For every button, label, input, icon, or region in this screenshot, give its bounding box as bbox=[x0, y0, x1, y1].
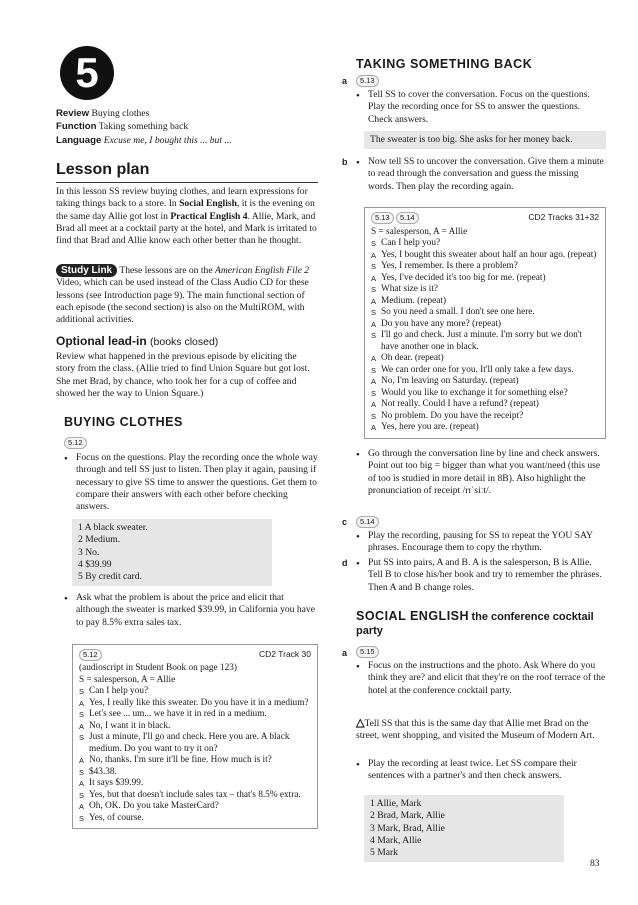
script-line bbox=[79, 767, 311, 779]
track-badge: 5.14 bbox=[396, 212, 419, 224]
script-line bbox=[371, 388, 599, 400]
line-text: Yes, I really like this sweater. Do you have it in a medium? bbox=[89, 697, 309, 708]
intro-text-d: . Allie, Mark, and Brad all meet at a cocktail party at the hotel, and Mark is irritated to find that Brad and Allie know each other better than he thought. bbox=[56, 210, 317, 247]
speaker-label: S bbox=[371, 411, 377, 421]
line-text: Not really. Could I have a refund? (repeat) bbox=[381, 399, 539, 410]
script-line bbox=[371, 296, 599, 308]
unit-title-line2: AT A DEPARTMENT STORE bbox=[138, 74, 301, 86]
script-line bbox=[371, 422, 599, 434]
lesson-meta bbox=[56, 108, 318, 148]
study-text-italic: American English File 2 bbox=[215, 265, 310, 276]
script-line bbox=[79, 755, 311, 767]
line-text: No, thanks. I'm sure it'll be fine. How much is it? bbox=[89, 755, 272, 766]
intro-bold-practical: Practical English 4 bbox=[170, 210, 248, 222]
script-line bbox=[371, 399, 599, 411]
track-badge: 5.15 bbox=[356, 646, 379, 658]
optional-text: Review what happened in the previous episode by eliciting the story from the class. (Allie tried to find Union Square but got lost. She met Brad, by chance, who took her for a cup of coffee and showed her the way to Union Square.) bbox=[56, 351, 310, 399]
speaker-label: S bbox=[371, 262, 377, 272]
line-text: So you need a small. I don't see one here. bbox=[381, 307, 535, 318]
script-line bbox=[79, 790, 311, 802]
track-badge: 5.13 bbox=[356, 75, 379, 87]
unit-title-line1: PRACTICAL ENGLISH bbox=[138, 55, 285, 70]
speaker-label: A bbox=[371, 377, 377, 387]
speaker-label: S bbox=[79, 813, 85, 823]
script-line bbox=[371, 273, 599, 285]
bullet-text: Now tell SS to uncover the conversation. Give them a minute to read through the conversation and guess the missing words. Then play the recording again. bbox=[368, 156, 604, 192]
speaker-label: S bbox=[371, 239, 377, 249]
line-text: Just a minute, I'll go and check. Here you are. A black medium. Do you want to try it on? bbox=[89, 732, 290, 754]
buying-answers bbox=[72, 519, 272, 586]
bullet-dot: • bbox=[356, 661, 360, 673]
line-text: Can I help you? bbox=[89, 686, 149, 697]
study-text-a: These lessons are on the bbox=[117, 265, 215, 276]
script-line bbox=[79, 801, 311, 813]
script-line bbox=[371, 307, 599, 319]
answer-item: 1 A black sweater. bbox=[78, 522, 148, 533]
speaker-label: A bbox=[79, 779, 85, 789]
speaker-label: S bbox=[371, 331, 377, 341]
answer-item: 3 Mark, Brad, Allie bbox=[370, 822, 445, 834]
script-line bbox=[371, 353, 599, 365]
review-value: Buying clothes bbox=[91, 108, 150, 119]
intro-text-c: , it is the evening on the same day Allie got lost in bbox=[56, 198, 315, 222]
buying-heading: BUYING CLOTHES bbox=[64, 415, 183, 429]
step-letter-d: d bbox=[342, 558, 348, 568]
track-badge: 5.12 bbox=[79, 649, 102, 661]
bullet-text: Play the recording at least twice. Let SS compare their sentences with a partner's and then check answers. bbox=[368, 758, 577, 782]
script-line bbox=[79, 732, 311, 755]
bullet-text: Go through the conversation line by line and check answers. Point out too big = bigger than what you want/need (this use of too is studied in more detail in 8B). Also highlight the pronunciation of receipt /rɪˈsiːt/. bbox=[368, 448, 601, 496]
script-line bbox=[79, 778, 311, 790]
track-badge: 5.13 bbox=[371, 212, 394, 224]
speaker-label: A bbox=[79, 756, 85, 766]
bullet-text: Focus on the questions. Play the recording once the whole way through and tell SS just to listen. Then play it again, pausing if necessary to give SS time to answer the questions. Get them to compare their answers with each other before checking answers. bbox=[76, 452, 318, 513]
function-label: Function bbox=[56, 121, 97, 133]
speaker-label: S bbox=[371, 308, 377, 318]
speaker-label: A bbox=[371, 250, 377, 260]
line-text: Would you like to exchange it for something else? bbox=[381, 387, 568, 398]
script-line bbox=[79, 813, 311, 825]
review-label: Review bbox=[56, 108, 90, 119]
track-badge: 5.14 bbox=[356, 516, 379, 528]
line-text: It says $39.99. bbox=[89, 778, 144, 789]
speaker-label: A bbox=[371, 400, 377, 410]
study-link-paragraph bbox=[56, 264, 318, 326]
unit-header bbox=[56, 46, 318, 104]
speaker-label: S bbox=[79, 710, 85, 720]
bullet-text: Put SS into pairs, A and B. A is the salesperson, B is Allie. Tell B to close his/her book and try to remember the phrases. Then A and B change roles. bbox=[368, 557, 602, 593]
speaker-label: A bbox=[371, 319, 377, 329]
speaker-label: A bbox=[371, 354, 377, 364]
line-text: Do you have any more? (repeat) bbox=[381, 318, 502, 329]
bullet-text: Play the recording, pausing for SS to repeat the YOU SAY phrases. Encourage them to copy the rhythm. bbox=[368, 530, 593, 554]
social-answers bbox=[364, 795, 564, 862]
line-text: No, I'm leaving on Saturday. (repeat) bbox=[381, 376, 519, 387]
script-line bbox=[371, 250, 599, 262]
script-line bbox=[371, 376, 599, 388]
taking-track-a bbox=[356, 75, 379, 87]
function-value: Taking something back bbox=[98, 121, 189, 133]
intro-bold-social: Social English bbox=[179, 198, 237, 210]
line-text: No problem. Do you have the receipt? bbox=[381, 410, 524, 421]
speaker-label: A bbox=[79, 802, 85, 812]
line-text: No, I want it in black. bbox=[89, 720, 171, 731]
script-line bbox=[371, 284, 599, 296]
bullet-dot: • bbox=[356, 531, 360, 543]
lesson-plan-heading: Lesson plan bbox=[56, 161, 150, 178]
answer-item: 2 Brad, Mark, Allie bbox=[370, 810, 445, 822]
answer-item: 4 Mark, Allie bbox=[370, 834, 422, 846]
script-cast: S = salesperson, A = Allie bbox=[79, 674, 176, 685]
bullet-dot: • bbox=[356, 449, 360, 461]
track-badge: 5.12 bbox=[64, 437, 87, 449]
lesson-plan-intro bbox=[56, 186, 318, 247]
script-line bbox=[79, 686, 311, 698]
warning-icon: △ bbox=[356, 717, 365, 729]
speaker-label: S bbox=[371, 365, 377, 375]
answer-item: 3 No. bbox=[78, 546, 100, 558]
line-text: Yes, I've decided it's too big for me. (repeat) bbox=[381, 272, 546, 283]
script-line bbox=[371, 319, 599, 331]
script-line bbox=[371, 238, 599, 250]
optional-heading bbox=[56, 334, 318, 349]
taking-heading: TAKING SOMETHING BACK bbox=[356, 57, 533, 71]
line-text: Can I help you? bbox=[381, 238, 441, 249]
bullet-dot: • bbox=[64, 593, 68, 605]
optional-heading-text: Optional lead-in bbox=[56, 334, 147, 348]
bullet-dot: • bbox=[356, 90, 360, 102]
audioscript-5-13 bbox=[364, 207, 606, 439]
answer-item: 2 Medium. bbox=[78, 534, 121, 546]
unit-number: 5 bbox=[60, 46, 114, 100]
taking-answer-a: The sweater is too big. She asks for her money back. bbox=[364, 131, 606, 149]
bullet-dot: • bbox=[356, 759, 360, 771]
cd-track-label: CD2 Track 30 bbox=[259, 649, 311, 659]
cd-track-label: CD2 Tracks 31+32 bbox=[528, 212, 599, 222]
speaker-label: A bbox=[371, 423, 377, 433]
bullet-text: Ask what the problem is about the price and elicit that although the sweater is marked $39.99, in California you have to pay 8.5% extra sales tax. bbox=[76, 592, 315, 628]
answer-item: 4 $39.99 bbox=[78, 558, 112, 570]
language-label: Language bbox=[56, 134, 102, 146]
line-text: Yes, but that doesn't include sales tax – that's 8.5% extra. bbox=[89, 789, 301, 800]
speaker-label: S bbox=[79, 733, 85, 743]
speaker-label: A bbox=[79, 698, 85, 708]
page-number: 83 bbox=[590, 858, 600, 869]
social-heading bbox=[356, 608, 606, 639]
step-letter-a2: a bbox=[342, 648, 348, 658]
speaker-label: S bbox=[79, 790, 85, 800]
speaker-label: A bbox=[371, 296, 377, 306]
line-text: Medium. (repeat) bbox=[381, 295, 447, 306]
intro-text-a: In this lesson SS review buying clothes, and learn expressions for taking things back to a store. In bbox=[56, 186, 308, 210]
taking-track-c bbox=[356, 516, 379, 528]
script-line bbox=[371, 365, 599, 377]
social-heading-text: SOCIAL ENGLISH bbox=[356, 609, 470, 623]
buying-track bbox=[64, 437, 87, 449]
line-text: What size is it? bbox=[381, 284, 439, 295]
line-text: Oh dear. (repeat) bbox=[381, 353, 444, 364]
line-text: Yes, here you are. (repeat) bbox=[381, 422, 479, 433]
speaker-label: S bbox=[79, 767, 85, 777]
line-text: Yes, I remember. Is there a problem? bbox=[381, 261, 518, 272]
speaker-label: A bbox=[371, 273, 377, 283]
step-letter-c: c bbox=[342, 517, 348, 527]
lesson-plan-rule bbox=[56, 182, 318, 183]
bullet-dot: • bbox=[356, 157, 360, 169]
social-tell-text: Tell SS that this is the same day that Allie met Brad on the street, went shopping, and visited the Museum of Modern Art. bbox=[356, 718, 595, 742]
line-text: Yes, of course. bbox=[89, 812, 144, 823]
step-letter-b: b bbox=[342, 157, 348, 167]
audioscript-5-12 bbox=[72, 644, 318, 829]
bullet-text: Focus on the instructions and the photo. Ask Where do you think they are? and elicit that they're on the roof terrace of the hotel at the conference cocktail party. bbox=[368, 660, 606, 696]
speaker-label: S bbox=[79, 687, 85, 697]
script-note: (audioscript in Student Book on page 123) bbox=[79, 663, 238, 673]
bullet-dot: • bbox=[356, 558, 360, 570]
bullet-dot: • bbox=[64, 453, 68, 465]
social-heading-suffix: the conference cocktail party bbox=[356, 611, 594, 638]
study-text-b: Video, which can be used instead of the Class Audio CD for these lessons (see Introduction page 9). The main functional section of each episode (the second section) is also on the MultiROM, with additional activities. bbox=[56, 277, 309, 326]
line-text: $43.38. bbox=[89, 766, 117, 777]
answer-item: 5 By credit card. bbox=[78, 571, 142, 583]
line-text: Yes, I bought this sweater about half an hour ago. (repeat) bbox=[381, 249, 597, 260]
script-line bbox=[371, 261, 599, 273]
script-line bbox=[371, 411, 599, 423]
speaker-label: S bbox=[371, 285, 377, 295]
script-line bbox=[79, 709, 311, 721]
social-tell bbox=[356, 716, 606, 743]
script-line bbox=[79, 698, 311, 710]
script-cast: S = salesperson, A = Allie bbox=[371, 226, 468, 237]
social-track-a bbox=[356, 646, 379, 658]
line-text: I'll go and check. Just a minute. I'm sorry but we don't have another one in black. bbox=[381, 330, 582, 352]
speaker-label: A bbox=[79, 721, 85, 731]
bullet-text: Tell SS to cover the conversation. Focus on the questions. Play the recording once for SS to answer the questions. Check answers. bbox=[368, 89, 590, 125]
language-value: Excuse me, I bought this ... but ... bbox=[103, 134, 232, 146]
step-letter-a: a bbox=[342, 76, 348, 86]
line-text: Let's see ... um... we have it in red in a medium. bbox=[89, 709, 267, 720]
script-line bbox=[79, 721, 311, 733]
answer-item: 1 Allie, Mark bbox=[370, 798, 422, 809]
answer-item: 5 Mark bbox=[370, 847, 398, 859]
optional-heading-suffix: (books closed) bbox=[150, 336, 219, 348]
study-link-badge: Study Link bbox=[56, 264, 117, 277]
line-text: Oh, OK. Do you take MasterCard? bbox=[89, 801, 219, 812]
line-text: We can order one for you. It'll only take a few days. bbox=[381, 364, 574, 375]
speaker-label: S bbox=[371, 388, 377, 398]
script-line bbox=[371, 330, 599, 353]
